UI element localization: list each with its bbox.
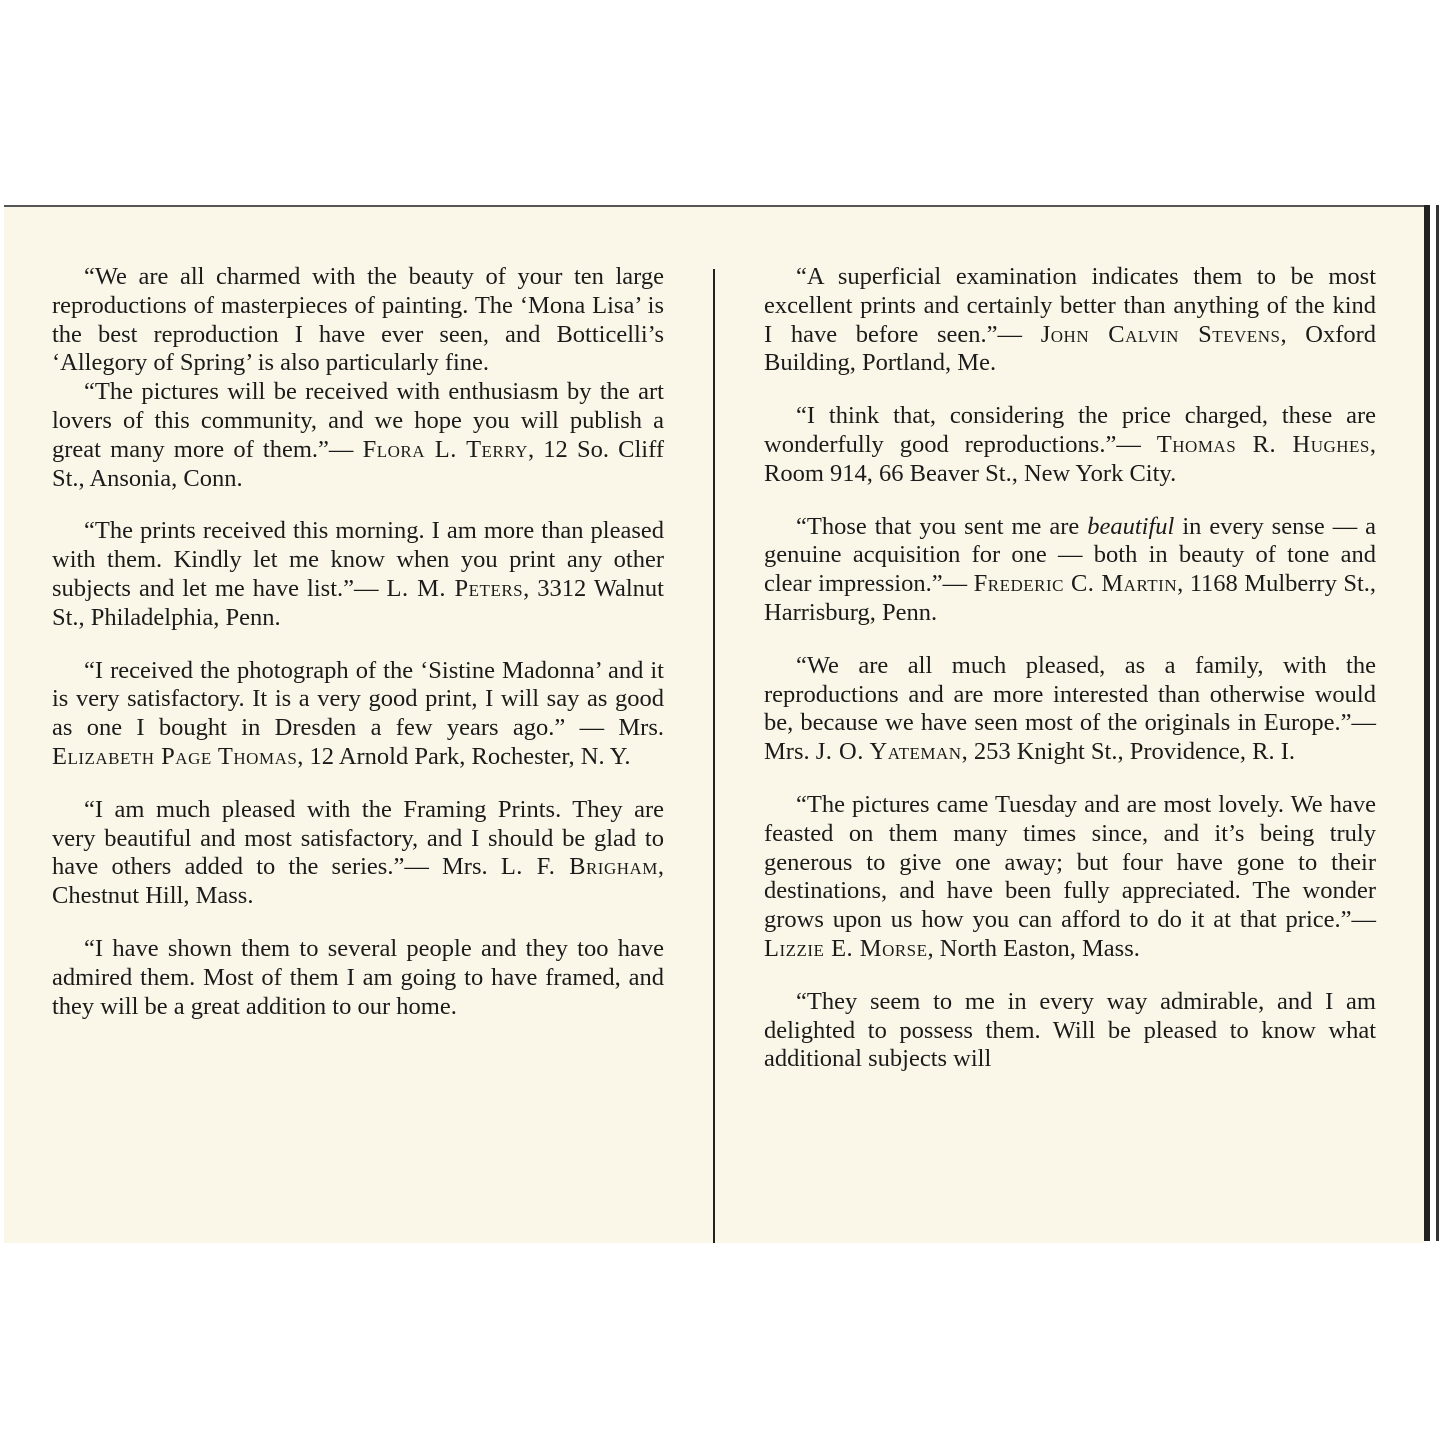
testimonial-quote: “A superficial examination indicates them to be most excellent prints and certainly better than anything of the kind I have before seen.”— [764,263,1376,348]
testimonial-address: , North Easton, Mass. [927,934,1140,962]
testimonial-quote: “The prints received this morning. I am more than pleased with them. Kindly let me know when you print any other subjects and let me have list.”— [52,517,664,602]
testimonial-quote: “I have shown them to several people and they too have admired them. Most of them I am going to have framed, and they will be a great addition to our home. [52,934,664,1020]
testimonial-quote: “I think that, considering the price charged, these are wonderfully good reproductions.”— [764,402,1376,458]
testimonial [764,402,1376,488]
page-edge [1424,205,1445,1241]
testimonial-author: Frederic C. Martin [973,570,1178,598]
testimonial-quote: “We are all charmed with the beauty of your ten large reproductions of masterpieces of painting. The ‘Mona Lisa’ is the best reproduction I have ever seen, and Botticelli’s ‘Allegory of Spring’ is also particularly fine. [52,263,664,377]
testimonial [764,791,1376,964]
testimonial-address: , Oxford Building, Portland, Me. [764,320,1377,377]
testimonial-author: Flora L. Terry [362,435,528,463]
testimonial-quote: “We are all much pleased, as a family, with the reproductions and are more interested than otherwise would be, because we have seen most of the originals in Europe.”— Mrs. [764,651,1376,766]
testimonial-author: L. M. Peters [386,574,524,602]
edge-rule [1436,205,1439,1241]
testimonial-address: , 12 Arnold Park, Rochester, N. Y. [297,742,631,770]
testimonial-author: J. O. Yateman [815,738,962,766]
testimonial-quote: in every sense — a genuine acquisition for one — both in beauty of tone and clear impression.”— [764,512,1377,598]
right-column [764,263,1376,1098]
emphasis: beautiful [1087,512,1175,540]
testimonial [52,657,664,772]
testimonial-quote: “The pictures will be received with enthusiasm by the art lovers of this community, and we hope you will publish a great many more of them.”— [52,378,664,463]
testimonial [52,796,664,911]
testimonial-author: Elizabeth Page Thomas [52,742,298,770]
testimonial-quote: “The pictures came Tuesday and are most lovely. We have feasted on them many times since, and it’s being truly generous to give one away; but four have gone to their destinations, and have been fully appreciated. The wonder grows upon us how you can afford to do it at that price.”— [764,790,1376,934]
testimonial [52,517,664,632]
testimonial [52,378,664,493]
testimonial [764,263,1376,378]
testimonial-quote: “I received the photograph of the ‘Sistine Madonna’ and it is very satisfactory. It is a very good print, I will say as good as one I bought in Dresden a few years ago.” — Mrs. [52,656,664,742]
testimonial-quote: “I am much pleased with the Framing Prints. They are very beautiful and most satisfactory, and I should be glad to have others added to the series.”— Mrs. [52,795,664,881]
testimonial [764,988,1376,1074]
testimonial-author: John Calvin Stevens [1040,320,1281,348]
testimonial-address: , 253 Knight St., Providence, R. I. [961,738,1296,766]
testimonial-address: , Chestnut Hill, Mass. [52,853,665,910]
testimonial-address: , 3312 Walnut St., Philadelphia, Penn. [52,574,664,631]
testimonial-author: L. F. Brigham [500,853,658,881]
testimonial-author: Lizzie E. Morse [764,934,928,962]
left-column [52,263,664,1045]
testimonial-address: , Room 914, 66 Beaver St., New York City. [764,430,1376,487]
testimonial [764,513,1376,628]
document-page [4,205,1424,1243]
edge-rule [1424,205,1430,1241]
column-divider [713,269,715,1243]
testimonial [52,935,664,1021]
testimonial-quote: “They seem to me in every way admirable, and I am delighted to possess them. Will be pleased to know what additional subjects will [764,987,1376,1073]
testimonial-author: Thomas R. Hughes [1156,430,1370,458]
testimonial [764,652,1376,767]
testimonial-quote: “Those that you sent me are [796,512,1080,540]
testimonial-address: , 1168 Mulberry St., Harrisburg, Penn. [764,570,1377,626]
testimonial-address: , 12 So. Cliff St., Ansonia, Conn. [52,435,664,492]
